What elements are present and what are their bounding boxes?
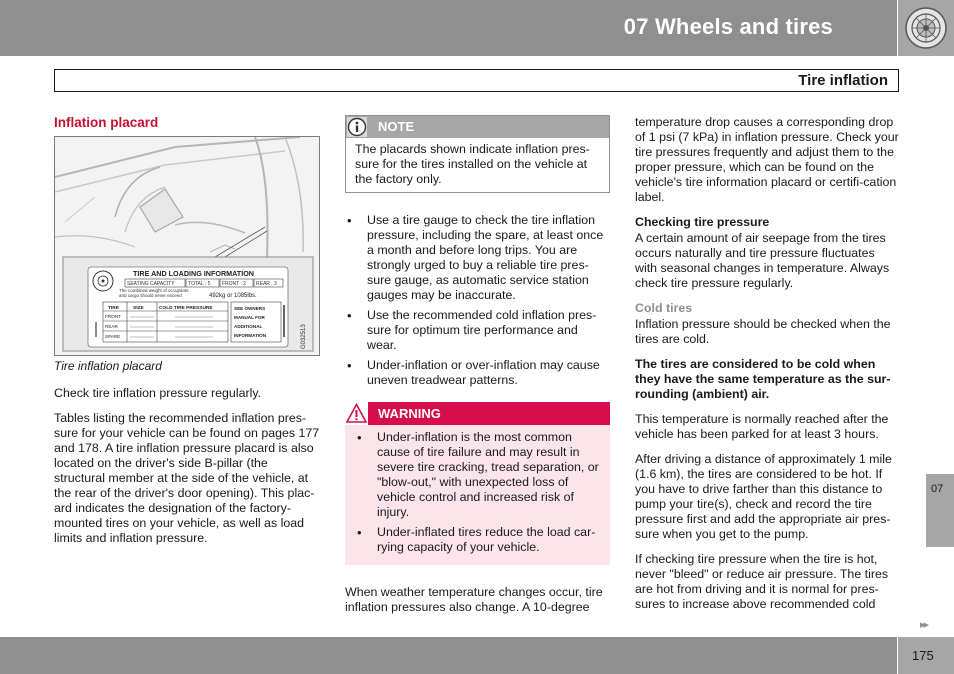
note-label: NOTE xyxy=(378,119,415,134)
section-title: Tire inflation xyxy=(798,72,888,89)
figure-code: G032513 xyxy=(301,324,307,349)
chapter-side-tab[interactable] xyxy=(926,474,954,547)
note-box xyxy=(345,115,610,193)
column-2 xyxy=(345,115,610,625)
col3-paragraph-6: After driving a distance of approximately 1 mile (1.6 km), the tires are considered to be hot. If you have to drive farther than this distance to pump your tire(s), check and record the tire pressure first and add the appropriate air pres-sure when you get to the pump. xyxy=(635,452,892,541)
tips-list xyxy=(345,213,610,388)
note-header xyxy=(346,116,609,138)
col1-paragraph-2: Tables listing the recommended inflation pres-sure for your vehicle can be found on pages 177 and 178. A tire inflation pressure placard is also located on the driver's side B-pillar (the structural member at the side of the vehicle, at the rear of the driver's door opening). This plac-ard indicates the designation of the factory-mounted tires on your vehicle, as well as load limits and inflation pressure. xyxy=(54,411,320,545)
warning-list xyxy=(345,425,610,565)
list-item: • Use a tire gauge to check the tire inflation pressure, including the spare, at least once a month and before long trips. You are strongly urged to buy a reliable tire pres-sure gauge, as automatic service station gauges may be inaccurate. xyxy=(345,213,610,303)
checking-tire-pressure-heading: Checking tire pressure xyxy=(635,215,770,229)
col3-paragraph-3: Inflation pressure should be checked when the tires are cold. xyxy=(635,317,891,346)
page-number: 175 xyxy=(912,648,934,663)
placard-see-owners-2: MANUAL FOR xyxy=(234,315,265,320)
placard-row-rear: REAR xyxy=(105,324,118,329)
placard-seating-label: SEATING CAPACITY xyxy=(127,281,175,287)
list-item: • Under-inflation or over-inflation may cause uneven treadwear patterns. xyxy=(345,358,610,388)
chapter-icon-box xyxy=(898,0,954,56)
warning-box xyxy=(345,402,610,565)
placard-total: TOTAL : 5 xyxy=(188,281,211,287)
placard-illustration xyxy=(55,137,319,355)
placard-col-pressure: COLD TIRE PRESSURE xyxy=(159,306,213,311)
placard-col-size: SIZE xyxy=(133,306,144,311)
footer-band xyxy=(0,637,897,674)
header-band xyxy=(0,0,897,56)
placard-title: TIRE AND LOADING INFORMATION xyxy=(133,269,254,278)
note-text: The placards shown indicate inflation pres-sure for the tires installed on the vehicle at the factory only. xyxy=(355,142,590,186)
list-item: • Under-inflation is the most common cause of tire failure and may result in severe tire cracking, tread separation, or "blow-out," with unexpected loss of vehicle control and increased risk of injury. xyxy=(355,430,600,520)
column-3 xyxy=(635,115,900,622)
side-tab-label: 07 xyxy=(931,483,944,495)
placard-col-tire: TIRE xyxy=(108,306,119,311)
col3-paragraph-5: This temperature is normally reached after the vehicle has been parked for at least 3 hours. xyxy=(635,412,889,441)
col3-paragraph-7: If checking tire pressure when the tire is hot, never "bleed" or reduce air pressure. The tires are hot from driving and it is normal for pres-sures to increase above recommended cold xyxy=(635,552,889,611)
cold-tires-heading: Cold tires xyxy=(635,301,693,315)
placard-front: FRONT : 2 xyxy=(222,281,247,287)
col1-paragraph-1: Check tire inflation pressure regularly. xyxy=(54,386,262,400)
col3-bold-paragraph: The tires are considered to be cold when they have the same temperature as the sur-rounding (ambient) air. xyxy=(635,357,891,401)
placard-see-owners-4: INFORMATION xyxy=(234,333,267,338)
next-page-arrows-icon: ▸▸ xyxy=(920,619,928,631)
list-item: • Use the recommended cold inflation pres-sure for optimum tire performance and wear. xyxy=(345,308,610,353)
placard-weight-line2: and cargo should never exceed xyxy=(119,293,182,298)
placard-see-owners-1: SEE OWNERS xyxy=(234,306,266,311)
warning-header xyxy=(345,402,610,425)
col3-paragraph-1: temperature drop causes a corresponding drop of 1 psi (7 kPa) in inflation pressure. Check your tire pressures frequently and adjust them to the proper pressure, which can be found on the vehicle's tire information placard or certifi-cation label. xyxy=(635,115,899,204)
section-bar xyxy=(54,69,899,92)
placard-rear: REAR : 3 xyxy=(256,281,277,287)
placard-see-owners-3: ADDITIONAL xyxy=(234,324,263,329)
chapter-title: 07 Wheels and tires xyxy=(623,14,833,39)
placard-weight-line1: The combined weight of occupants xyxy=(119,288,189,293)
figure-caption: Tire inflation placard xyxy=(54,359,162,373)
list-item: • Under-inflated tires reduce the load car-rying capacity of your vehicle. xyxy=(355,525,600,555)
inflation-placard-heading: Inflation placard xyxy=(54,115,159,130)
col3-paragraph-2: A certain amount of air seepage from the tires occurs naturally and tire pressure fluctuates with seasonal changes in temperature. Always check tire pressure regularly. xyxy=(635,231,890,290)
placard-row-front: FRONT xyxy=(105,314,121,319)
warning-triangle-icon xyxy=(345,402,368,425)
column-1 xyxy=(54,115,320,556)
inflation-placard-figure xyxy=(54,136,320,356)
warning-label: WARNING xyxy=(378,406,441,421)
col2-paragraph-after-warning: When weather temperature changes occur, tire inflation pressures also change. A 10-degree xyxy=(345,585,603,614)
placard-row-spare: SPARE xyxy=(105,334,121,339)
page-number-box xyxy=(898,637,954,674)
placard-weight-value: 492kg or 1085lbs. xyxy=(209,293,257,299)
info-icon xyxy=(347,117,367,137)
tire-icon xyxy=(904,6,948,50)
